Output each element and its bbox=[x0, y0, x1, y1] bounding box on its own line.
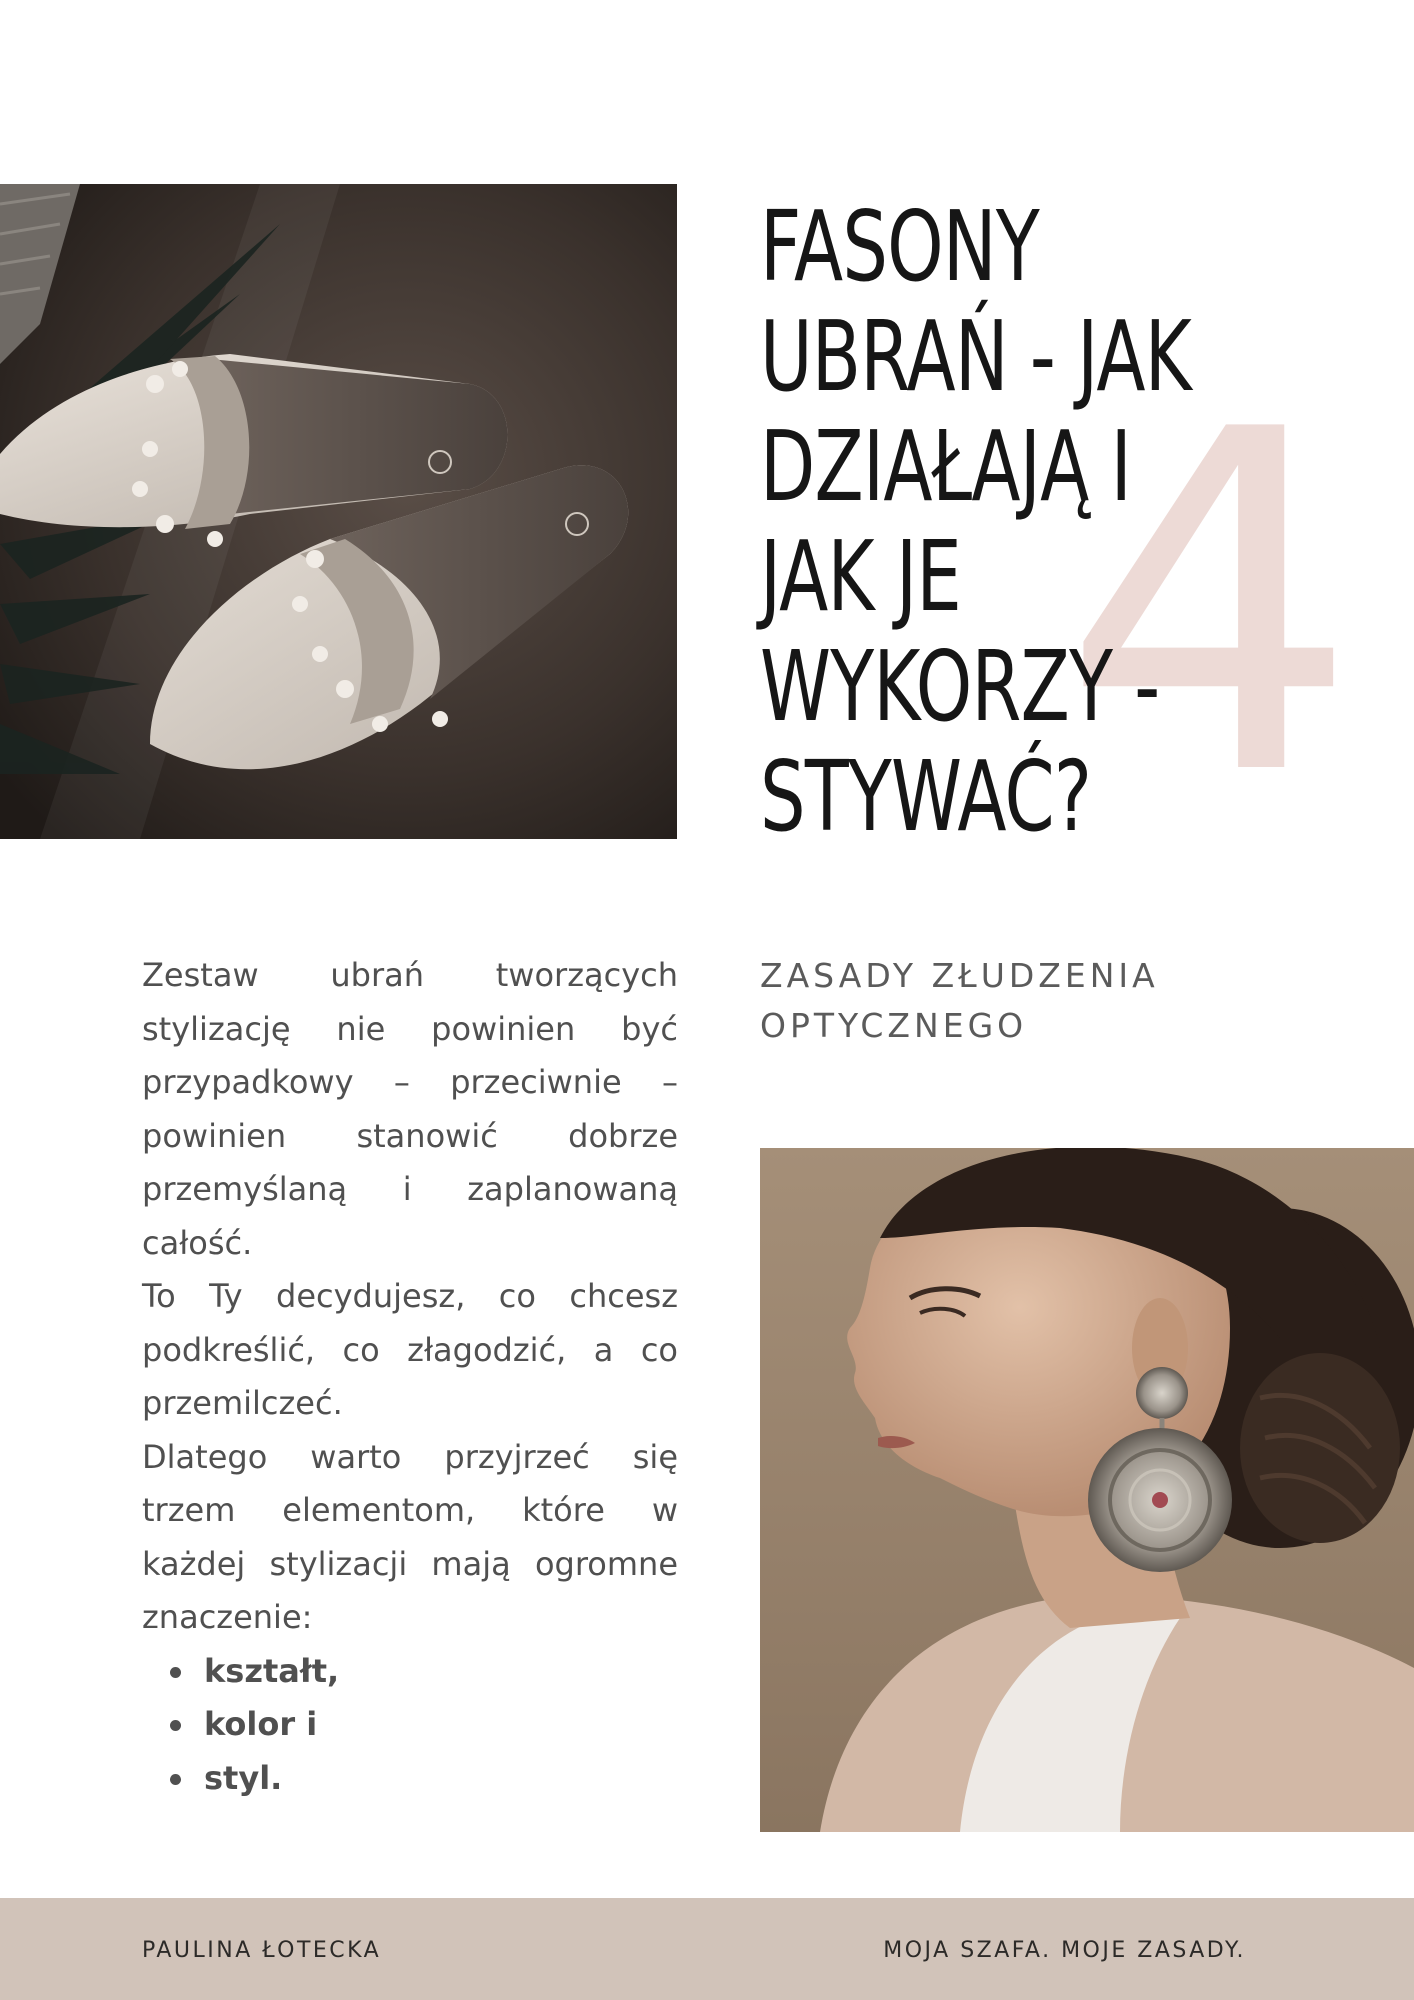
title-line: DZIAŁAJĄ I bbox=[760, 410, 1132, 523]
list-item-label: styl. bbox=[204, 1758, 283, 1797]
title-line: JAK JE bbox=[760, 520, 961, 633]
title-line: STYWAĆ? bbox=[760, 740, 1092, 853]
bullet-icon bbox=[170, 1720, 181, 1731]
photo-slippers bbox=[0, 184, 677, 839]
list-item bbox=[204, 1698, 678, 1752]
list-item-label: kształt, bbox=[204, 1651, 340, 1690]
bullet-icon bbox=[170, 1667, 181, 1678]
title-line: UBRAŃ - JAK bbox=[760, 300, 1192, 413]
title-line: WYKORZY - bbox=[760, 630, 1160, 743]
body-paragraph: Dlatego warto przyjrzeć się trzem elementom, które w każdej stylizacji mają ogromne znaczenie: bbox=[142, 1437, 678, 1636]
footer-author: PAULINA ŁOTECKA bbox=[142, 1938, 382, 1963]
photo-portrait bbox=[760, 1148, 1414, 1832]
footer-band bbox=[0, 1898, 1414, 2000]
body-paragraph: Zestaw ubrań tworzących stylizację nie powinien być przypadkowy – przeciwnie – powinien stanowić dobrze przemyślaną i zaplanowaną całość. bbox=[142, 956, 678, 1262]
footer-publication: MOJA SZAFA. MOJE ZASADY. bbox=[883, 1938, 1246, 1963]
list-item bbox=[204, 1752, 678, 1806]
element-list bbox=[142, 1645, 678, 1806]
list-item-label: kolor i bbox=[204, 1705, 318, 1743]
subtitle-line: OPTYCZNEGO bbox=[760, 1006, 1028, 1045]
list-item bbox=[204, 1645, 678, 1699]
body-paragraph: To Ty decydujesz, co chcesz podkreślić, co złagodzić, a co przemilczeć. bbox=[142, 1277, 678, 1422]
title-line: FASONY bbox=[760, 190, 1039, 303]
bullet-icon bbox=[170, 1774, 181, 1785]
chapter-number: 4 bbox=[1060, 331, 1360, 878]
body-text bbox=[142, 949, 678, 1805]
subtitle-line: ZASADY ZŁUDZENIA bbox=[760, 956, 1159, 995]
page-title bbox=[760, 190, 1192, 853]
section-subtitle bbox=[760, 951, 1320, 1051]
